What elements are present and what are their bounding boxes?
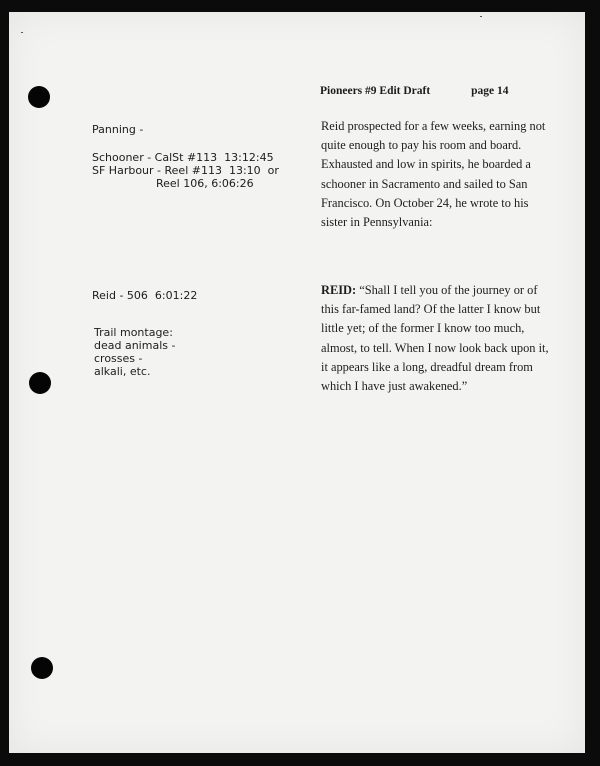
binder-hole-middle: [29, 372, 51, 394]
page-header: [320, 85, 508, 97]
note-trail-line-4: alkali, etc.: [94, 365, 151, 378]
note-trail-line-3: crosses -: [94, 352, 143, 365]
draft-title: Pioneers #9 Edit Draft: [320, 85, 431, 97]
quote-text: “Shall I tell you of the journey or of this far-famed land? Of the latter I know but little yet; of the former I know too much, almost, to tell. When I now look back upon it, it appears like a long, dreadful dream from which I have just awakened.”: [321, 283, 549, 394]
speaker-label: REID:: [321, 283, 357, 297]
note-reid: Reid - 506 6:01:22: [92, 289, 198, 302]
paper-speck: [480, 16, 482, 17]
note-trail-line-1: Trail montage:: [94, 326, 173, 339]
narration-paragraph: Reid prospected for a few weeks, earning not quite enough to pay his room and board. Exhausted and low in spirits, he boarded a schooner in Sacramento and sailed to San Francisco. On October 24, he wrote to his sister in Pennsylvania:: [321, 119, 546, 230]
note-trail-line-2: dead animals -: [94, 339, 176, 352]
quote-paragraph: [321, 281, 553, 396]
script-page: [9, 12, 585, 753]
page-number: page 14: [471, 85, 509, 97]
binder-hole-bottom: [31, 657, 53, 679]
note-schooner-line-1: Schooner - CalSt #113 13:12:45: [92, 151, 274, 164]
note-schooner-line-3: Reel 106, 6:06:26: [156, 177, 254, 190]
note-panning: Panning -: [92, 123, 144, 136]
binder-hole-top: [28, 86, 50, 108]
note-schooner-line-2: SF Harbour - Reel #113 13:10 or: [92, 164, 279, 177]
paper-speck: [21, 32, 23, 33]
